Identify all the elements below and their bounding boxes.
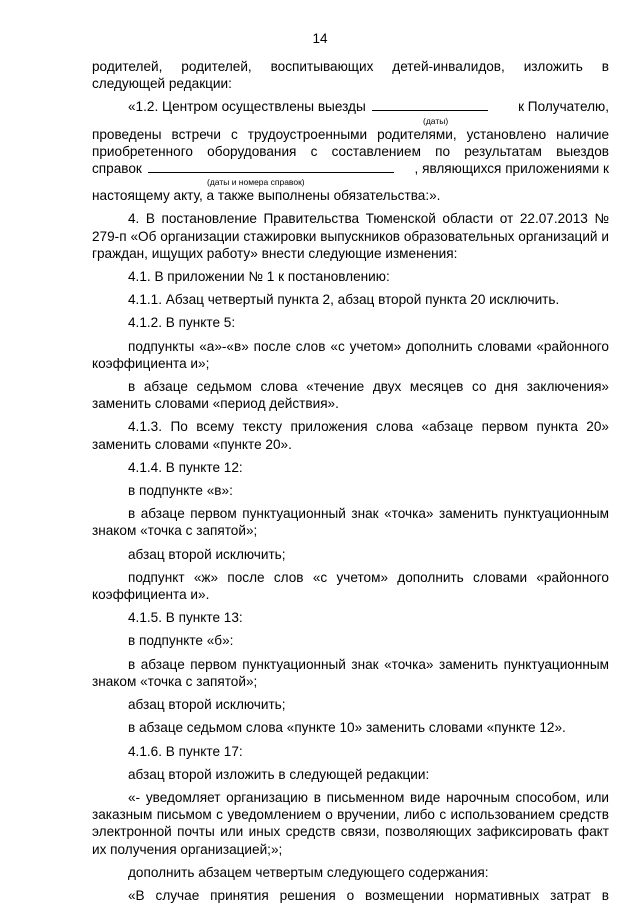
dates-caption: (даты) bbox=[423, 115, 449, 126]
paragraph-text: приобретенного оборудования с составлением по результатам выездов bbox=[92, 143, 609, 159]
paragraph-5: 4.1.2. В пункте 5: bbox=[128, 315, 236, 331]
paragraph-1-line-1 bbox=[92, 98, 609, 115]
paragraph-text: , являющихся приложениями к bbox=[414, 161, 609, 177]
paragraph-3: 4.1. В приложении № 1 к постановлению: bbox=[128, 269, 390, 285]
paragraph-text: «В случае принятия решения о возмещении нормативных затрат в bbox=[128, 887, 609, 903]
page-number: 14 bbox=[312, 31, 328, 46]
paragraph-14: 4.1.5. В пункте 13: bbox=[128, 610, 243, 626]
word: в bbox=[601, 59, 609, 74]
paragraph-16: в абзаце первом пунктуационный знак «точка» заменить пунктуационным знаком «точка с запятой»; bbox=[92, 656, 609, 689]
document-body bbox=[92, 58, 609, 904]
paragraph-0-line-2: следующей редакции: bbox=[92, 76, 232, 92]
paragraph-19: 4.1.6. В пункте 17: bbox=[128, 743, 243, 759]
paragraph-23 bbox=[92, 887, 609, 904]
word: изложить bbox=[523, 59, 583, 74]
paragraph-9: 4.1.4. В пункте 12: bbox=[128, 459, 243, 475]
word: родителей, bbox=[181, 59, 252, 74]
paragraph-2: 4. В постановление Правительства Тюменской области от 22.07.2013 № 279-п «Об организации стажировки выпускников образовательных организаций и граждан, ищущих работу» внести следующие изменения: bbox=[92, 211, 609, 261]
word: родителей, bbox=[92, 59, 163, 74]
paragraph-text: справок bbox=[92, 161, 142, 177]
paragraph-0-line-1 bbox=[92, 58, 609, 75]
paragraph-21: «- уведомляет организацию в письменном виде нарочным способом, или заказным письмом с уведомлением о вручении, либо с использованием средств электронной почты или иных средств связи, позволяющих зафиксировать факт их получения организацией;»; bbox=[92, 789, 609, 857]
paragraph-22: дополнить абзацем четвертым следующего содержания: bbox=[128, 864, 489, 880]
paragraph-text: «1.2. Центром осуществлены выезды bbox=[128, 99, 366, 115]
dates-numbers-blank bbox=[148, 160, 394, 173]
paragraph-20: абзац второй изложить в следующей редакции: bbox=[128, 766, 430, 782]
paragraph-10: в подпункте «в»: bbox=[128, 483, 233, 499]
paragraph-text: к Получателю, bbox=[518, 99, 609, 115]
paragraph-17: абзац второй исключить; bbox=[128, 697, 286, 713]
paragraph-1-line-5: настоящему акту, а также выполнены обязательства:». bbox=[92, 188, 441, 204]
paragraph-1-line-4 bbox=[92, 160, 609, 177]
word: детей-инвалидов, bbox=[392, 59, 505, 74]
paragraph-6: подпункты «а»-«в» после слов «с учетом» дополнить словами «районного коэффициента и»; bbox=[92, 338, 609, 371]
paragraph-text: проведены встречи с трудоустроенными родителями, установлено наличие bbox=[92, 126, 609, 142]
paragraph-7: в абзаце седьмом слова «течение двух месяцев со дня заключения» заменить словами «период действия». bbox=[92, 379, 609, 412]
paragraph-4: 4.1.1. Абзац четвертый пункта 2, абзац второй пункта 20 исключить. bbox=[128, 292, 560, 308]
dates-numbers-caption: (даты и номера справок) bbox=[207, 177, 305, 188]
paragraph-11: в абзаце первом пунктуационный знак «точка» заменить пунктуационным знаком «точка с запятой»; bbox=[92, 506, 609, 539]
paragraph-1-line-2 bbox=[92, 126, 609, 143]
paragraph-13: подпункт «ж» после слов «с учетом» дополнить словами «районного коэффициента и». bbox=[92, 569, 609, 603]
paragraph-18: в абзаце седьмом слова «пункте 10» заменить словами «пункте 12». bbox=[128, 720, 566, 736]
paragraph-15: в подпункте «б»: bbox=[128, 633, 234, 649]
paragraph-1-line-3 bbox=[92, 143, 609, 160]
paragraph-12: абзац второй исключить; bbox=[128, 546, 286, 562]
paragraph-8: 4.1.3. По всему тексту приложения слова «абзаце первом пункта 20» заменить словами «пункте 20». bbox=[92, 419, 609, 452]
dates-blank bbox=[372, 98, 488, 111]
word: воспитывающих bbox=[270, 59, 374, 74]
